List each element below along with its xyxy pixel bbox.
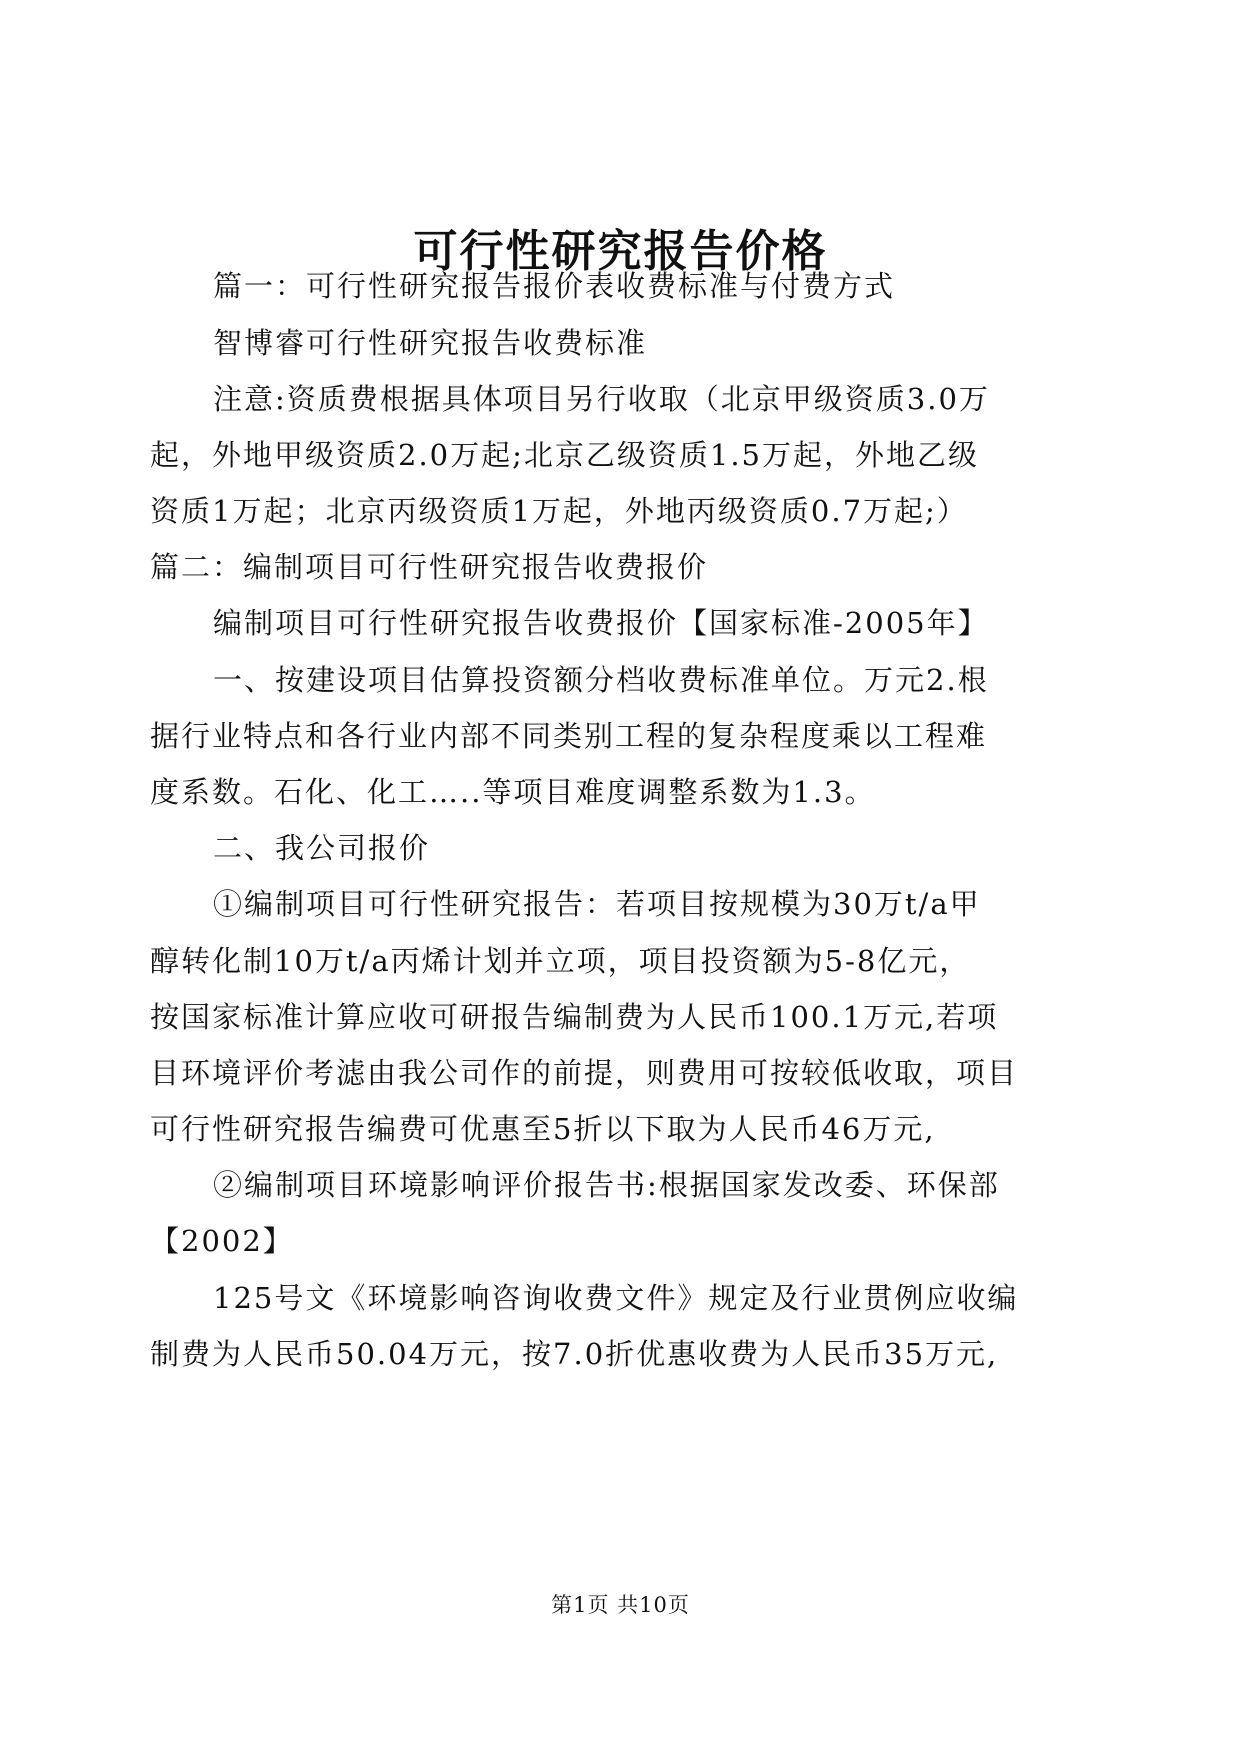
text-line: ②编制项目环境影响评价报告书:根据国家发改委、环保部 [213,1168,1000,1202]
text-line: 智博睿可行性研究报告收费标准 [213,326,648,360]
text-line: 据行业特点和各行业内部不同类别工程的复杂程度乘以工程难 [150,719,988,753]
text-line: 起，外地甲级资质2.0万起;北京乙级资质1.5万起，外地乙级 [150,438,980,472]
text-line: 制费为人民币50.04万元，按7.0折优惠收费为人民币35万元, [150,1337,999,1371]
document-title: 可行性研究报告价格 [413,226,828,277]
text-line: 一、按建设项目估算投资额分档收费标准单位。万元2.根 [213,663,989,697]
page-number: 第1页 共10页 [551,1593,690,1617]
text-line: ①编制项目可行性研究报告：若项目按规模为30万t/a甲 [213,887,981,921]
text-line: 二、我公司报价 [213,831,431,865]
text-line: 资质1万起；北京丙级资质1万起，外地丙级资质0.7万起;） [150,494,968,528]
text-line: 目环境评价考滤由我公司作的前提，则费用可按较低收取，项目 [150,1056,1019,1090]
text-line: 125号文《环境影响咨询收费文件》规定及行业贯例应收编 [213,1281,1019,1315]
text-line: 可行性研究报告编费可优惠至5折以下取为人民币46万元, [150,1112,936,1146]
text-line: 醇转化制10万t/a丙烯计划并立项，项目投资额为5-8亿元， [150,944,971,978]
text-line: 注意:资质费根据具体项目另行收取（北京甲级资质3.0万 [213,382,990,416]
text-line: 编制项目可行性研究报告收费报价【国家标准-2005年】 [213,606,989,640]
text-line: 【2002】 [150,1224,294,1258]
text-line: 篇一：可行性研究报告报价表收费标准与付费方式 [213,269,896,303]
text-line: 篇二：编制项目可行性研究报告收费报价 [150,550,709,584]
text-line: 度系数。石化、化工…..等项目难度调整系数为1.3。 [150,775,876,809]
text-line: 按国家标准计算应收可研报告编制费为人民币100.1万元,若项 [150,1000,999,1034]
